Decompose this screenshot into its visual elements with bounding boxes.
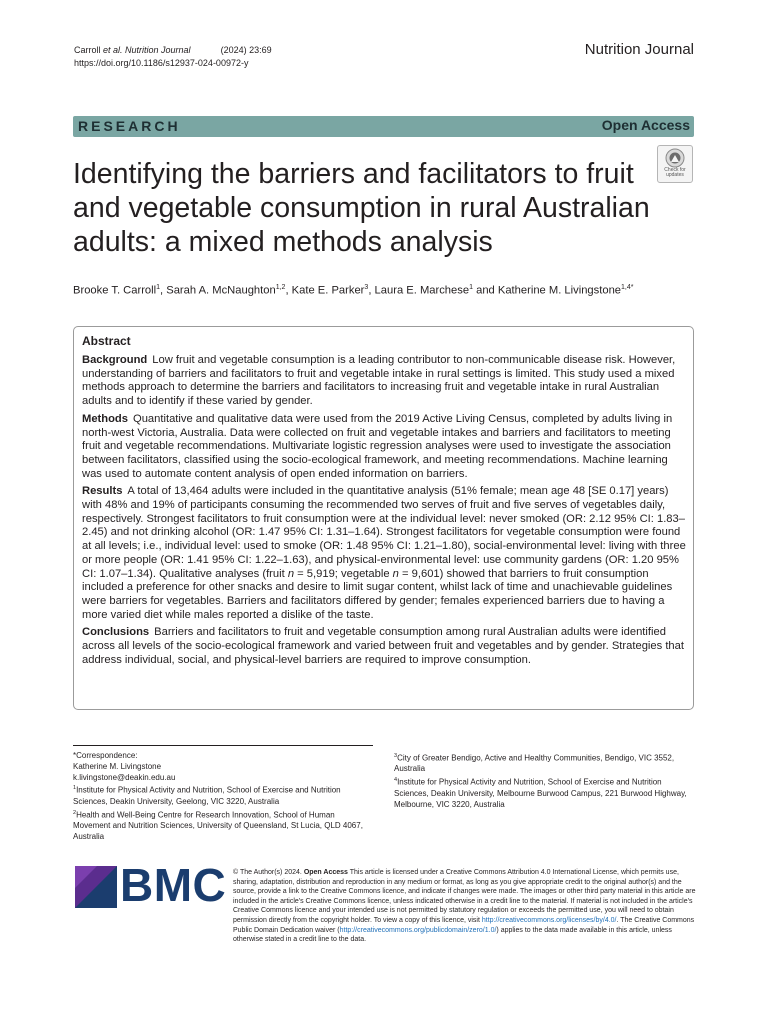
author-list — [73, 284, 633, 297]
author-name: Laura E. Marchese — [374, 284, 470, 297]
affiliation-number: 2 — [73, 809, 77, 816]
affiliation-text: Institute for Physical Activity and Nutrition, School of Exercise and Nutrition Sciences, Deakin University, Geelong, VIC 3220, Australia — [73, 786, 341, 806]
author-affiliation: 1,4* — [621, 284, 634, 291]
affiliation-number: 4 — [394, 777, 398, 784]
results-n-vegetable: n — [392, 567, 399, 580]
license-text — [233, 868, 696, 945]
affiliation-text: City of Greater Bendigo, Active and Healthy Communities, Bendigo, VIC 3552, Australia — [394, 753, 675, 774]
citation-etal-journal: et al. Nutrition Journal — [103, 45, 191, 55]
affiliation-4 — [394, 775, 694, 810]
license-copyright: © The Author(s) 2024. — [233, 869, 302, 876]
doi-link[interactable]: https://doi.org/10.1186/s12937-024-00972-y — [74, 58, 249, 68]
bmc-logo-mark-icon — [75, 866, 117, 908]
author-affiliation: 1,2 — [275, 284, 286, 291]
affiliation-3 — [394, 751, 694, 775]
author-name: Kate E. Parker — [291, 284, 365, 297]
bmc-logo — [75, 859, 227, 911]
citation-line — [74, 44, 272, 57]
author-separator: , — [160, 284, 167, 297]
section-label: RESEARCH — [78, 118, 181, 134]
affiliation-1 — [73, 783, 373, 807]
author-name: Brooke T. Carroll — [73, 284, 157, 297]
check-updates-line1: Check for — [664, 167, 686, 173]
citation-year-volume: (2024) 23:69 — [220, 45, 272, 55]
abstract-methods — [82, 413, 687, 482]
affiliation-number: 1 — [73, 785, 77, 792]
abstract-heading: Abstract — [82, 334, 131, 348]
affiliation-2 — [73, 808, 373, 843]
author-separator: , — [285, 284, 292, 297]
check-updates-icon — [665, 148, 685, 168]
citation-author: Carroll — [74, 45, 104, 55]
affiliation-text: Health and Well-Being Centre for Research Innovation, School of Human Movement and Nutrition Sciences, University of Queensland, St Lucia, QLD 4067, Australia — [73, 810, 363, 841]
author-separator: , — [368, 284, 375, 297]
section-banner — [73, 116, 694, 137]
abstract-background — [82, 354, 687, 409]
conclusions-label: Conclusions — [82, 626, 150, 639]
footnote-divider — [73, 745, 373, 746]
abstract-results — [82, 485, 687, 622]
methods-text: Quantitative and qualitative data were used from the 2019 Active Living Census, completed by adults living in north-west Victoria, Australia. Data were collected on fruit and vegetable intakes and barriers and facilitators to meeting fruit and vegetable recommendations. Multivariate logistic regression analyses were used to investigate the association between facilitators, classified using the socio-ecological framework, and meeting recommendations. Machine learning was used to automate content analysis of open ended information on barriers. — [82, 412, 673, 480]
author-name: Katherine M. Livingstone — [497, 284, 622, 297]
check-for-updates-badge[interactable] — [657, 145, 693, 183]
affiliation-text: Institute for Physical Activity and Nutrition, School of Exercise and Nutrition Sciences, Deakin University, Melbourne Burwood Campus, 221 Burwood Highway, Melbourne, VIC 3220, Australia — [394, 777, 687, 809]
background-text: Low fruit and vegetable consumption is a leading contributor to non-communicable disease risk. However, understanding of barriers and facilitators to fruit and vegetable intake in rural settings is limited. This study used a mixed methods approach to determine the barriers and facilitators to increasing fruit and vegetable intake in rural Australian adults and to identify if these varied by gender. — [82, 354, 676, 408]
footnotes-left — [73, 751, 373, 843]
methods-label: Methods — [82, 412, 128, 425]
author-separator: and — [472, 284, 498, 297]
footnotes-right — [394, 751, 694, 810]
journal-name: Nutrition Journal — [584, 41, 694, 58]
abstract-box — [73, 326, 694, 710]
article-title: Identifying the barriers and facilitators to fruit and vegetable consumption in rural Australian adults: a mixed methods analysis — [73, 158, 650, 258]
license-body: ) applies to the data made available in this article, unless otherwise stated in a credit line to the data. — [233, 926, 672, 944]
author-affiliation: 1 — [156, 284, 161, 291]
background-label: Background — [82, 354, 148, 366]
results-text: A total of 13,464 adults were included in the quantitative analysis (51% female; mean age 48 [SE 0.17] years) with 48% and 19% of participants consuming the recommended two serves of fruit and five serves of vegetables daily, respectively. Strongest facilitators to fruit consumption were at the individual level: never smoked (OR: 2.12 95% CI: 1.83–2.45) and not drinking alcohol (OR: 1.47 95% CI: 1.31–1.64). Strongest facilitators for vegetable consumption were found at all levels; i.e., individual level: used to smoke (OR: 1.48 95% CI: 1.21–1.80), social-environmental level: living with three or more people (OR: 1.41 95% CI: 1.22–1.63), and physical-environmental level: use community gardens (OR: 1.20 95% CI: 1.07–1.34). Qualitative analyses (fruit — [82, 485, 686, 580]
affiliation-number: 3 — [394, 753, 398, 759]
bmc-logo-text: BMC — [120, 859, 227, 911]
results-label: Results — [82, 485, 123, 498]
license-open-access: Open Access — [303, 869, 348, 876]
results-text: = 5,919; vegetable — [294, 567, 393, 580]
abstract-conclusions — [82, 626, 687, 667]
results-n-fruit: n — [287, 567, 295, 580]
check-updates-line2: updates — [666, 172, 684, 178]
citation-header — [74, 44, 272, 70]
conclusions-text: Barriers and facilitators to fruit and vegetable consumption among rural Australian adults were identified across all levels of the socio-ecological framework and varied between fruit and vegetables and by gender. Strategies that address individual, social, and physical-level barriers are required to improve consumption. — [82, 626, 684, 666]
author-affiliation: 3 — [364, 284, 369, 291]
author-affiliation: 1 — [469, 284, 473, 291]
correspondence-email[interactable]: k.livingstone@deakin.edu.au — [73, 772, 176, 782]
results-text: = 9,601) showed that barriers to fruit consumption included a preference for other snacks and desire to limit sugar content, whilst lack of time and unachievable guidelines were barriers for vegetables. Barriers and facilitators differed by gender; females experienced barriers due to having a more varied diet while males reported a dislike of the taste. — [82, 567, 673, 621]
license-body: This article is licensed under a Creative Commons Attribution 4.0 International License, which permits use, sharing, adaptation, distribution and reproduction in any medium or format, as long as you give appropriate credit to the original author(s) and the source, provide a link to the Creative Commons licence, and indicate if changes were made. The images or other third party material in this article are included in the article's Creative Commons licence, unless indicated otherwise in a credit line to the material. If material is not included in the article's Creative Commons licence and your intended use is not permitted by statutory regulation or exceeds the permitted use, you will need to obtain permission directly from the copyright holder. To view a copy of this licence, visit — [233, 869, 696, 924]
correspondence-label: *Correspondence: — [73, 751, 138, 760]
license-link-cc-zero[interactable]: http://creativecommons.org/publicdomain/zero/1.0/ — [339, 926, 497, 934]
correspondence-name: Katherine M. Livingstone — [73, 761, 162, 771]
license-link-cc-by[interactable]: http://creativecommons.org/licenses/by/4.0/ — [481, 916, 617, 924]
license-body: . The Creative Commons Public Domain Dedication waiver ( — [233, 916, 695, 934]
open-access-label: Open Access — [601, 117, 690, 133]
author-name: Sarah A. McNaughton — [166, 284, 276, 297]
